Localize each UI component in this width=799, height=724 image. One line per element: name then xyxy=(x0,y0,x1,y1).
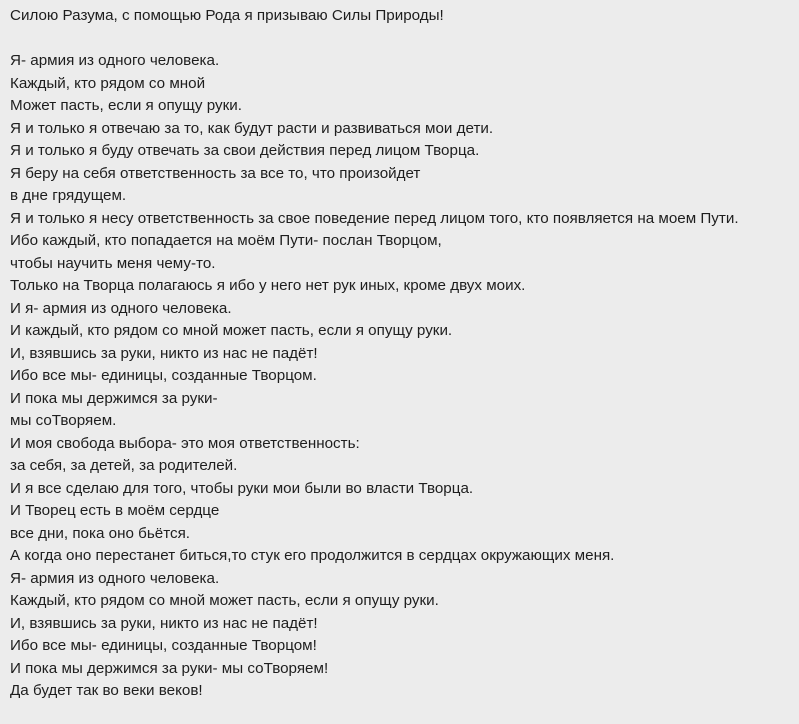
text-line: Ибо все мы- единицы, созданные Творцом! xyxy=(10,637,317,654)
text-line: Ибо все мы- единицы, созданные Творцом. xyxy=(10,367,317,384)
text-line: Да будет так во веки веков! xyxy=(10,682,203,699)
text-line: Я- армия из одного человека. xyxy=(10,52,220,69)
text-line: И я все сделаю для того, чтобы руки мои были во власти Творца. xyxy=(10,479,474,497)
text-line: все дни, пока оно бьётся. xyxy=(10,524,191,542)
text-line: за себя, за детей, за родителей. xyxy=(10,457,238,474)
text-line: Может пасть, если я опущу руки. xyxy=(10,97,242,114)
text-line: И каждый, кто рядом со мной может пасть, если я опущу руки. xyxy=(10,322,453,339)
post-text xyxy=(10,5,793,703)
text-line: мы соТворяем. xyxy=(10,412,117,429)
text-line: И, взявшись за руки, никто из нас не падёт! xyxy=(10,344,318,362)
text-line: И пока мы держимся за руки- xyxy=(10,389,218,407)
text-line: Каждый, кто рядом со мной xyxy=(10,74,206,92)
text-line: Только на Творца полагаюсь я ибо у него нет рук иных, кроме двух моих. xyxy=(10,277,526,294)
text-line: Я- армия из одного человека. xyxy=(10,569,220,587)
text-line: И, взявшись за руки, никто из нас не падёт! xyxy=(10,614,318,632)
text-line: Каждый, кто рядом со мной может пасть, если я опущу руки. xyxy=(10,592,439,609)
text-line: И моя свобода выбора- это моя ответственность: xyxy=(10,434,360,452)
text-line: чтобы научить меня чему-то. xyxy=(10,254,216,272)
text-line: в дне грядущем. xyxy=(10,187,127,204)
text-line: Ибо каждый, кто попадается на моём Пути- послан Творцом, xyxy=(10,232,442,249)
text-line: Я и только я отвечаю за то, как будут расти и развиваться мои дети. xyxy=(10,119,494,137)
text-line: И пока мы держимся за руки- мы соТворяем! xyxy=(10,659,329,677)
post-heading: Силою Разума, с помощью Рода я призываю Силы Природы! xyxy=(10,7,444,24)
text-line: Я и только я несу ответственность за свое поведение перед лицом того, кто появляется на моем Пути. xyxy=(10,209,739,227)
text-line: Я беру на себя ответственность за все то, что произойдет xyxy=(10,164,421,182)
text-line: И Творец есть в моём сердце xyxy=(10,502,220,519)
text-line: И я- армия из одного человека. xyxy=(10,299,232,317)
text-line: А когда оно перестанет биться,то стук его продолжится в сердцах окружающих меня. xyxy=(10,547,615,564)
blank-line xyxy=(10,28,793,51)
text-line: Я и только я буду отвечать за свои действия перед лицом Творца. xyxy=(10,142,480,159)
